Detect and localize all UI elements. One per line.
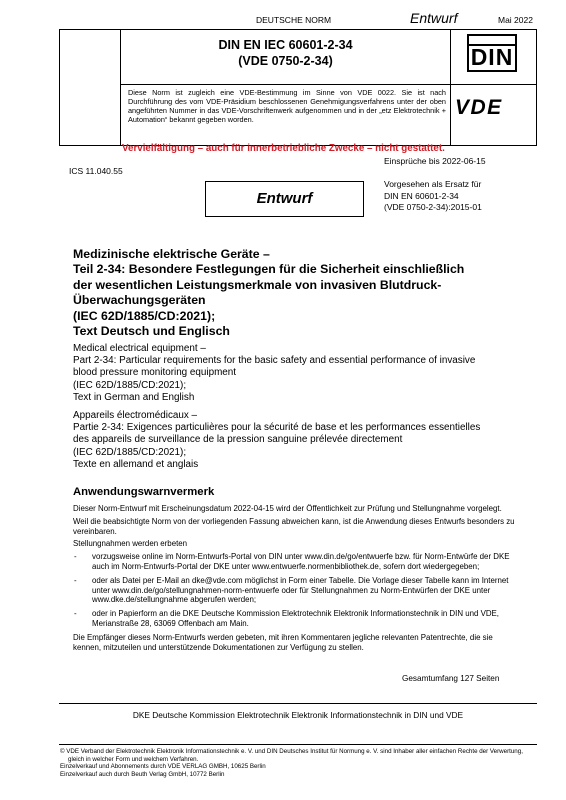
list-item: - oder in Papierform an die DKE Deutsche Kommission Elektrotechnik Elektronik Informationstechnik in DIN und VDE, Merianstraße 28, 63069 Offenbach am Main.: [74, 609, 499, 628]
list-item: - oder als Datei per E-Mail an dke@vde.com möglichst in Form einer Tabelle. Die Vorlage dieser Tabelle kann im Internet unter www.din.de/go/stellungnahmen-norm-entwuerfe oder für Stellungnahmen zu Norm-Entwürfen der DKE unter www.dke.de/stellungnahme abgerufen werden;: [74, 575, 509, 605]
list-item: - vorzugsweise online im Norm-Entwurfs-Portal von DIN unter www.din.de/go/entwuerfe bzw. für Norm-Entwürfe der DKE auch im Norm-Entwurfs-Portal der DKE unter www.entwuerfe.normenbibliothek.de, sofern dort wiedergegeben;: [74, 552, 510, 571]
ics-code: ICS 11.040.55: [69, 166, 123, 176]
warning-heading: Anwendungswarnvermerk: [73, 486, 215, 498]
vde-logo: VDE: [455, 96, 503, 119]
title-german: Medizinische elektrische Geräte – Teil 2-34: Besondere Festlegungen für die Sicherheit einschließlich der wesentlichen Leistungsmerkmale von invasiven Blutdruck- Überwachungsgeräten (IEC 62D/1885/CD:2021); Text Deutsch und Englisch: [73, 247, 465, 339]
din-logo: DIN: [467, 34, 517, 72]
date-label: Mai 2022: [498, 15, 533, 25]
standard-number: DIN EN IEC 60601-2-34: [218, 38, 353, 52]
objection-deadline: Einsprüche bis 2022-06-15: [384, 156, 486, 166]
vde-note: Diese Norm ist zugleich eine VDE-Bestimmung im Sinne von VDE 0022. Sie ist nach Durchführung des vom VDE-Präsidium beschlossenen Genehmigungsverfahrens unter der oben angeführten Nummer in das VDE-Vorschriftenwerk aufgenommen und in der „etz Elektrotechnik + Automation“ bekannt gegeben worden.: [128, 88, 446, 124]
total-pages: Gesamtumfang 127 Seiten: [402, 674, 500, 683]
dke-line: DKE Deutsche Kommission Elektrotechnik Elektronik Informationstechnik in DIN und VDE: [132, 710, 464, 720]
vde-number: (VDE 0750-2-34): [238, 54, 333, 68]
title-english: Medical electrical equipment – Part 2-34: Particular requirements for the basic safety and essential performance of invasive blood pressure monitoring equipment (IEC 62D/1885/CD:2021); Text in German and English: [73, 343, 476, 403]
status-label: Entwurf: [410, 10, 458, 26]
draft-box: Entwurf: [205, 181, 364, 217]
replacement-info: Vorgesehen als Ersatz für DIN EN 60601-2-34 (VDE 0750-2-34):2015-01: [384, 179, 482, 212]
warning-body: Dieser Norm-Entwurf mit Erscheinungsdatum 2022-04-15 wird der Öffentlichkeit zur Prüfung und Stellungnahme vorgelegt. Weil die beabsichtigte Norm von der vorliegenden Fassung abweichen kann, ist die Anwendung dieses Entwurfs besonders zu vereinbaren. Stellungnahmen werden erbeten - vorzugsweise online im Norm-Entwurfs-Portal von DIN unter www.din.de/go/entwuerfe bzw. für Norm-Entwürfe der DKE auch im Norm-Entwurfs-Portal der DKE unter www.entwuerfe.normenbibliothek.de, sofern dort wiedergegeben; - oder als Datei per E-Mail an dke@vde.com möglichst in Form einer Tabelle. Die Vorlage dieser Tabelle kann im Internet unter www.din.de/go/stellungnahmen-norm-entwuerfe oder für Stellungnahmen zu Norm-Entwürfen der DKE unter www.dke.de/stellungnahme abgerufen werden; - oder in Papierform an die DKE Deutsche Kommission Elektrotechnik Elektronik Informationstechnik in DIN und VDE, Merianstraße 28, 63069 Offenbach am Main. Die Empfänger dieses Norm-Entwurfs werden gebeten, mit ihren Kommentaren jegliche relevanten Patentrechte, die sie kennen, mitzuteilen und unterstützende Dokumentationen zur Verfügung zu stellen.: [73, 504, 519, 652]
copy-warning: Vervielfältigung – auch für innerbetriebliche Zwecke – nicht gestattet.: [122, 143, 445, 154]
series-label: DEUTSCHE NORM: [256, 15, 332, 25]
footer-copyright: © VDE Verband der Elektrotechnik Elektronik Informationstechnik e. V. und DIN Deutsches Institut für Normung e. V. sind Inhaber aller einfachen Rechte der Verwertung, gleich in welcher Form und welchem Verfahren. Einzelverkauf und Abonnements durch VDE VERLAG GMBH, 10625 Berlin Einzelverkauf auch durch Beuth Verlag GmbH, 10772 Berlin: [60, 748, 523, 778]
title-french: Appareils électromédicaux – Partie 2-34: Exigences particulières pour la sécurité de base et les performances essentielles des appareils de surveillance de la pression sanguine prélevée directement (IEC 62D/1885/CD:2021); Texte en allemand et anglais: [73, 410, 481, 470]
